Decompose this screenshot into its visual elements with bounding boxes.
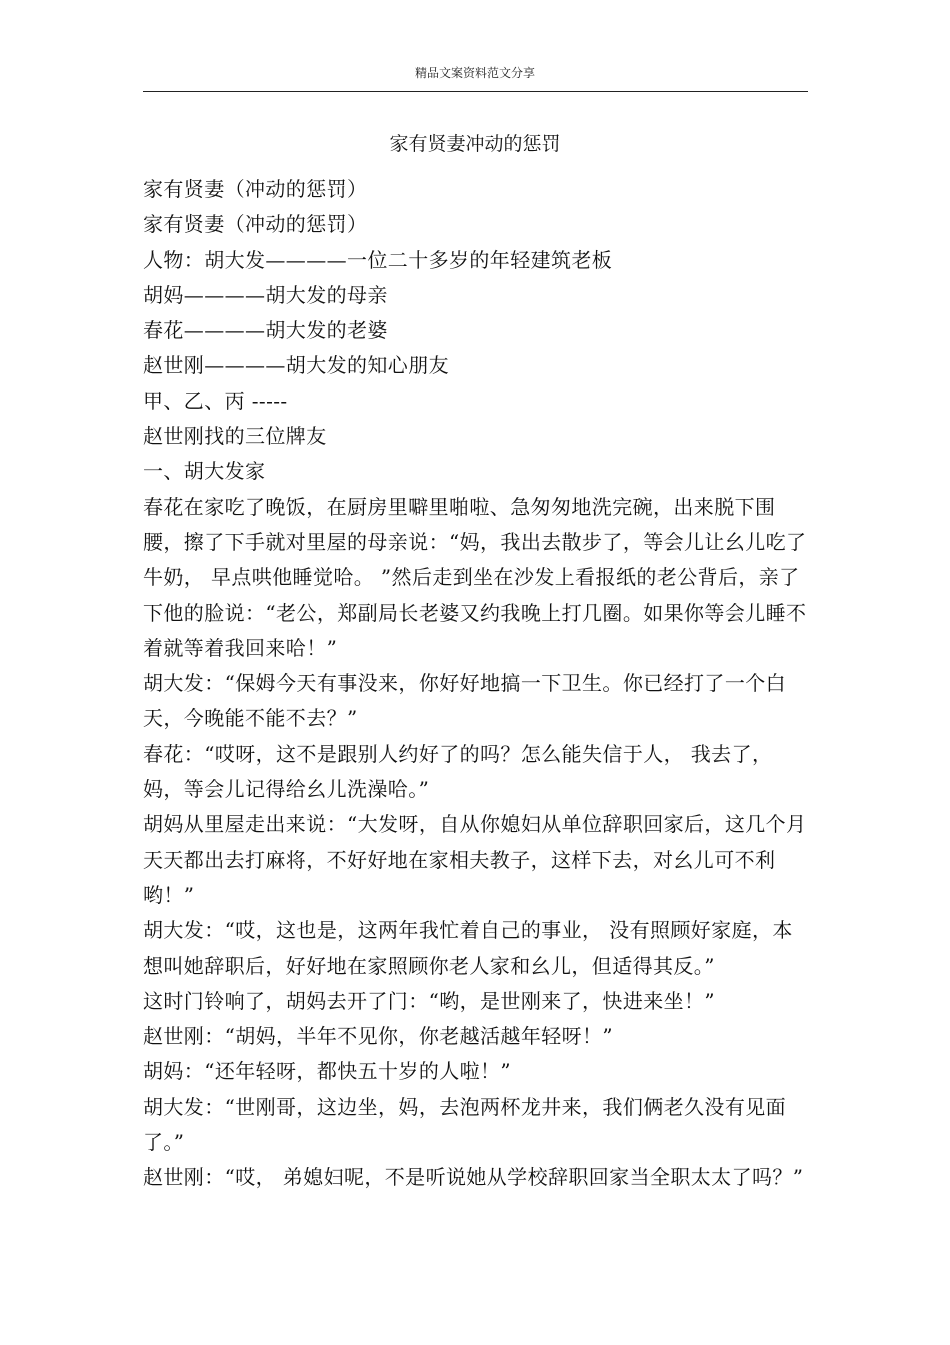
paragraph: 甲、乙、丙 ----- [143,388,288,413]
paragraph: 赵世刚：“哎， 弟媳妇呢，不是听说她从学校辞职回家当全职太太了吗？” [143,1165,804,1190]
paragraph: 赵世刚：“胡妈，半年不见你，你老越活越年轻呀！” [143,1024,614,1049]
paragraph: 胡妈————胡大发的母亲 [143,282,388,307]
paragraph: 人物：胡大发————一位二十多岁的年轻建筑老板 [143,247,613,272]
paragraph: 春花：“哎呀，这不是跟别人约好了的吗？怎么能失信于人， 我去了，妈，等会儿记得给幺儿洗澡哈。” [143,741,773,802]
running-header: 精品文案资料范文分享 [414,66,535,80]
paragraph: 家有贤妻（冲动的惩罚） [143,177,368,201]
paragraph: 胡妈：“还年轻呀，都快五十岁的人啦！” [143,1059,512,1084]
paragraph: 这时门铃响了，胡妈去开了门：“哟，是世刚来了，快进来坐！” [143,988,716,1013]
paragraph: 春花在家吃了晚饭，在厨房里噼里啪啦、急匆匆地洗完碗，出来脱下围腰，擦了下手就对里屋的母亲说：“妈，我出去散步了，等会儿让幺儿吃了牛奶， 早点哄他睡觉哈。 ”然后走到坐在沙发上看报纸的老公背后，亲了下他的脸说：“老公，郑副局长老婆又约我晚上打几圈。如果你等会儿睡不着就等着我回来哈！” [143,494,807,660]
paragraph: 胡大发：“哎，这也是，这两年我忙着自己的事业， 没有照顾好家庭，本想叫她辞职后，好好地在家照顾你老人家和幺儿，但适得其反。” [143,918,793,978]
paragraph: 赵世刚找的三位牌友 [143,424,327,449]
paragraph: 春花————胡大发的老婆 [143,318,388,343]
paragraph: 胡大发：“保姆今天有事没来，你好好地搞一下卫生。你已经打了一个白天，今晚能不能不去？” [143,671,787,731]
paragraph: 胡大发：“世刚哥，这边坐，妈，去泡两杯龙井来，我们俩老久没有见面了。” [143,1094,787,1155]
paragraph: 赵世刚————胡大发的知心朋友 [143,353,449,378]
paragraph: 胡妈从里屋走出来说：“大发呀，自从你媳妇从单位辞职回家后，这几个月天天都出去打麻将，不好好地在家相夫教子，这样下去，对幺儿可不利哟！” [143,812,807,907]
paragraph: 家有贤妻（冲动的惩罚） [143,212,368,237]
document-title: 家有贤妻冲动的惩罚 [389,133,561,155]
section-heading: 一、胡大发家 [143,459,266,484]
document-body [143,172,807,1196]
header-divider [143,91,808,92]
